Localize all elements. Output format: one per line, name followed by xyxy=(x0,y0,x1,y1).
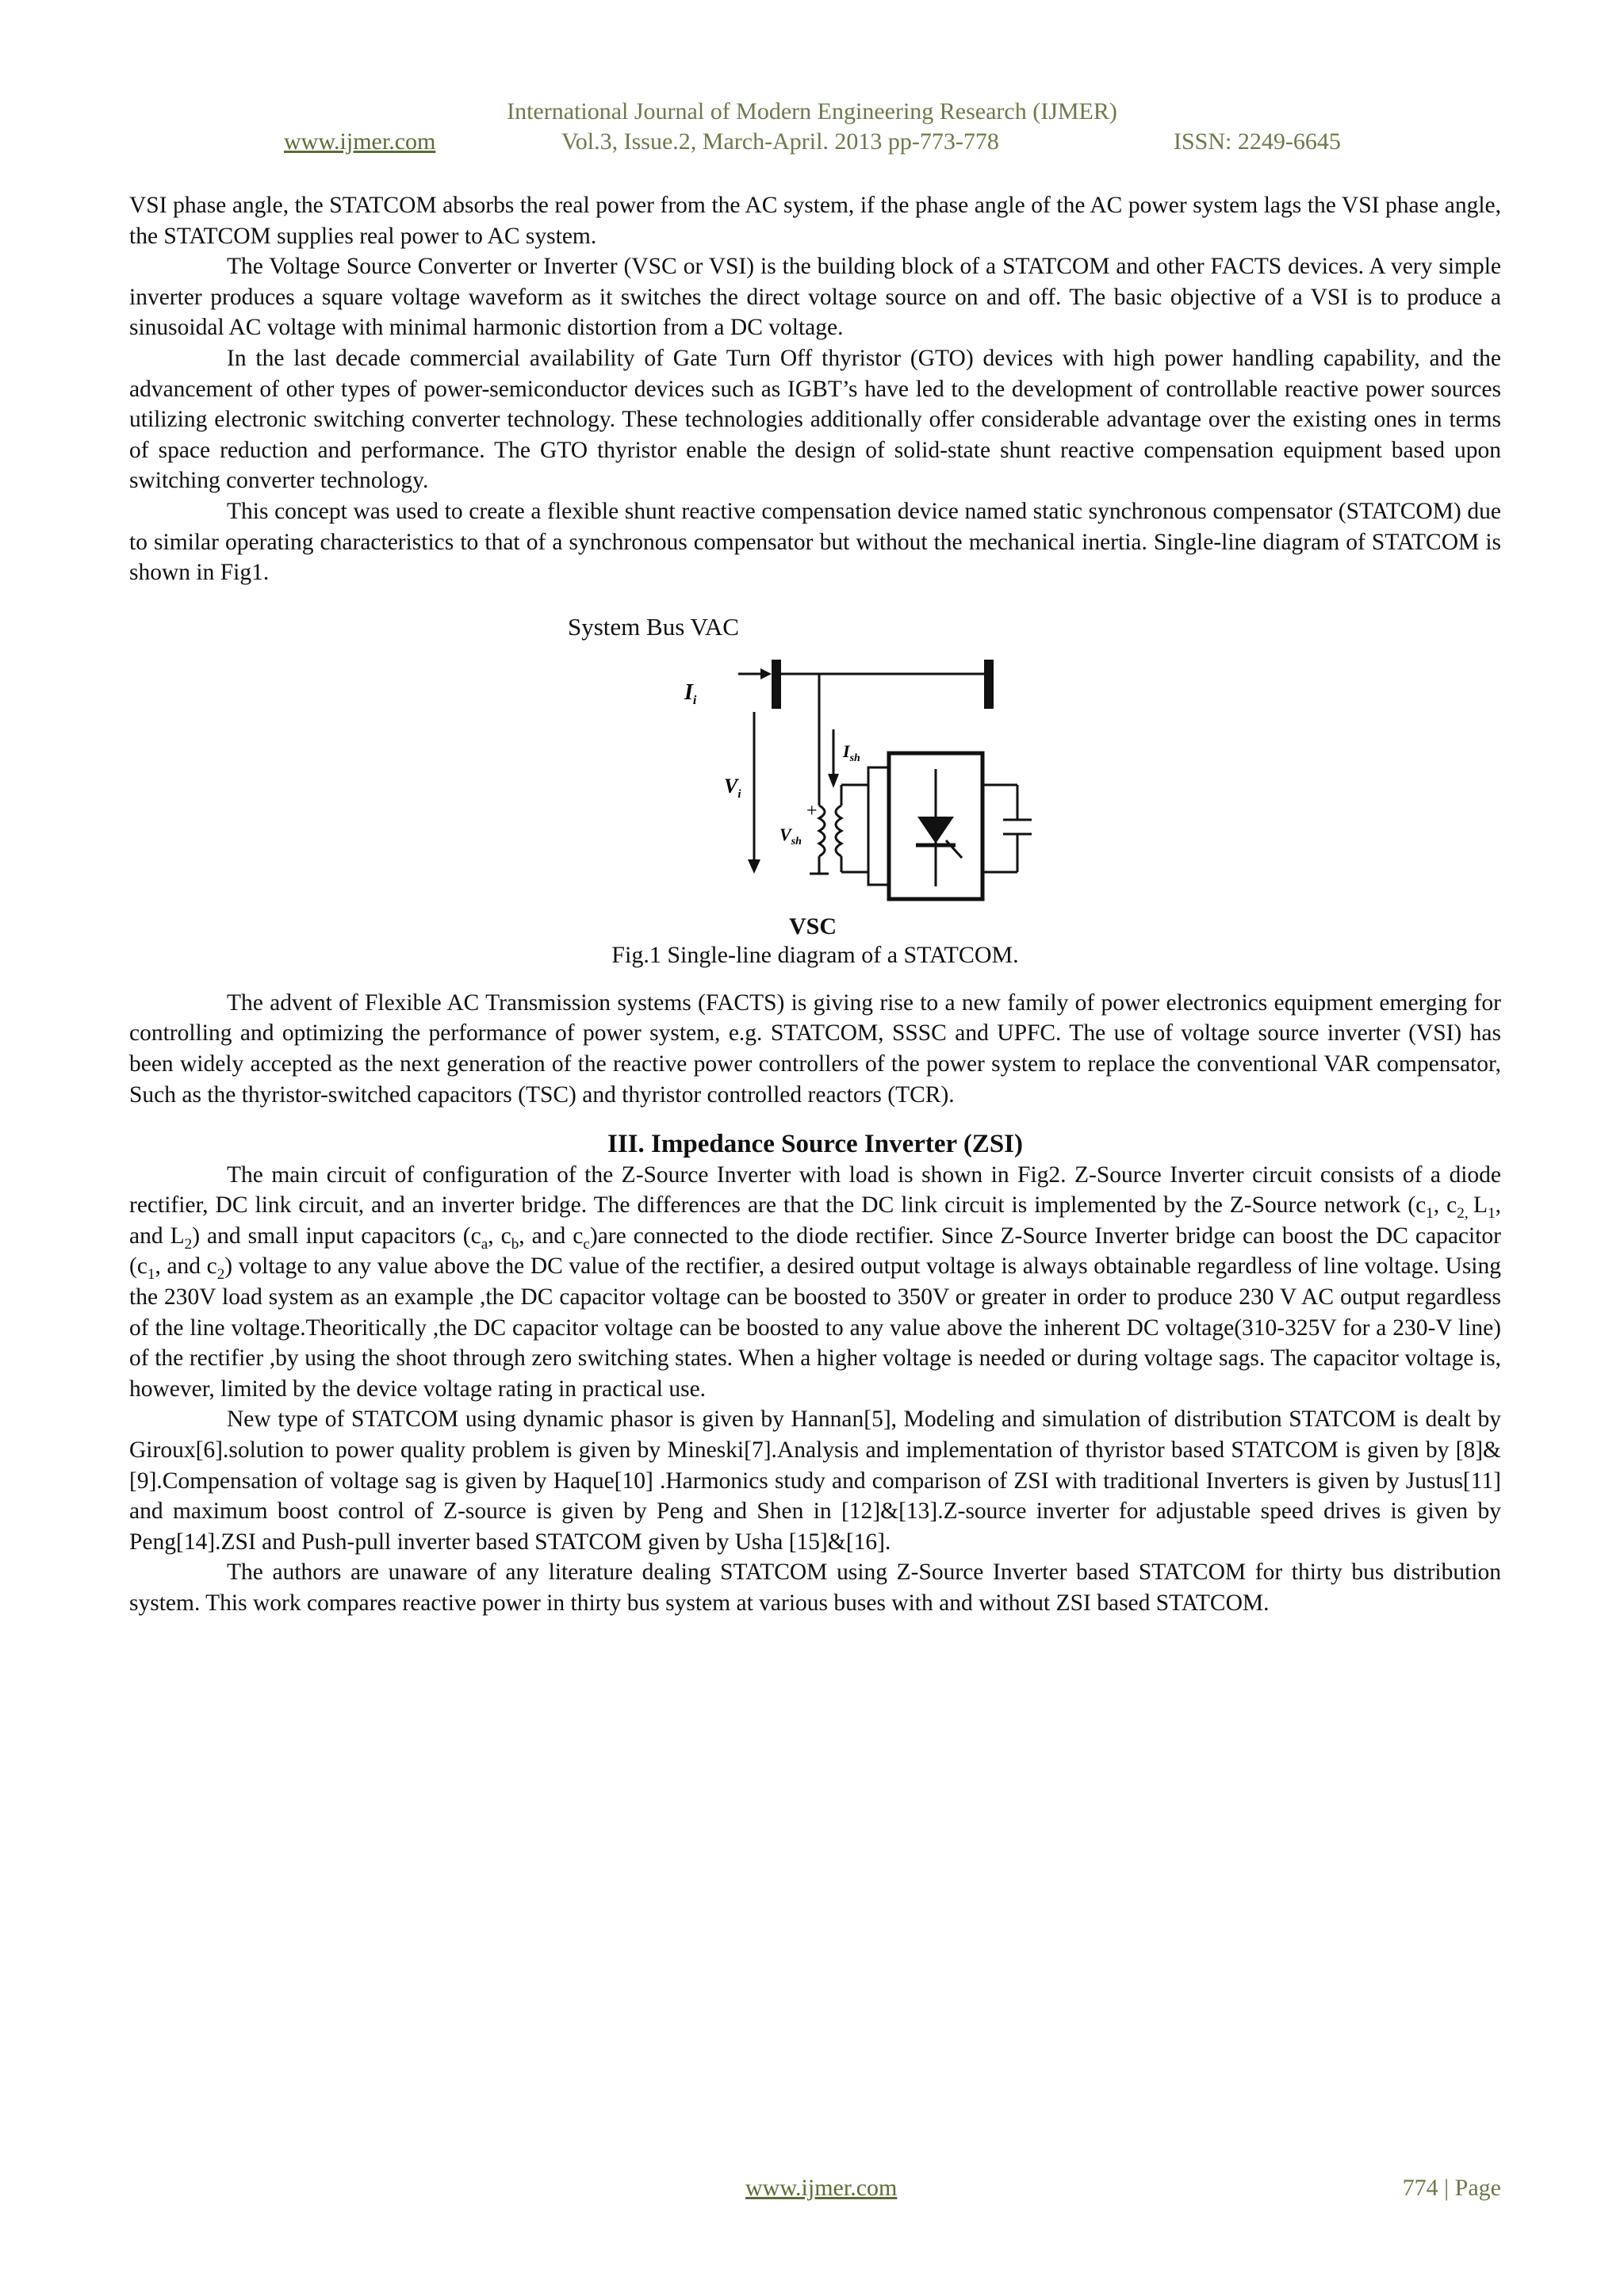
paragraph: The authors are unaware of any literature dealing STATCOM using Z-Source Inverter based STATCOM for thirty bus distribution system. This work compares reactive power in thirty bus system at various buses with and without ZSI based STATCOM. xyxy=(129,1559,1501,1616)
shunt-current-label: $I_{sh}$ xyxy=(843,740,860,764)
section-title: III. Impedance Source Inverter (ZSI) xyxy=(607,1130,1024,1159)
vsc-label: VSC xyxy=(789,913,837,939)
paragraph: New type of STATCOM using dynamic phasor is given by Hannan[5], Modeling and simulation of distribution STATCOM is dealt by Giroux[6].solution to power quality problem is given by Mineski[7].Analysis and implementation of thyristor based STATCOM is given by [8]&[9].Compensation of voltage sag is given by Haque[10] .Harmonics study and comparison of ZSI with traditional Inverters is given by Justus[11] and maximum boost control of Z-source is given by Peng and Shen in [12]&[13].Z-source inverter for adjustable speed drives is given by Peng[14].ZSI and Push-pull inverter based STATCOM given by Usha [15]&[16]. xyxy=(129,1406,1501,1555)
voltage-label: $V_i$ xyxy=(724,774,741,801)
page-number: 774 | Page xyxy=(1402,2175,1501,2201)
header-website-link[interactable]: www.ijmer.com xyxy=(284,128,436,155)
paragraph: In the last decade commercial availability of Gate Turn Off thyristor (GTO) devices with high power handling capability, and the advancement of other types of power-semiconductor devices such as IGBT’s have led to the development of controllable reactive power sources utilizing electronic switching converter technology. These technologies additionally offer considerable advantage over the existing ones in terms of space reduction and performance. The GTO thyristor enable the design of solid-state shunt reactive compensation equipment based upon switching converter technology. xyxy=(129,345,1501,494)
plus-sign: + xyxy=(806,800,818,821)
paragraph: The advent of Flexible AC Transmission systems (FACTS) is giving rise to a new family of power electronics equipment emerging for controlling and optimizing the performance of power system, e.g. STATCOM, SSSC and UPFC. The use of voltage source inverter (VSI) has been widely accepted as the next generation of the reactive power controllers of the power system to replace the conventional VAR compensator, Such as the thyristor-switched capacitors (TSC) and thyristor controlled reactors (TCR). xyxy=(129,989,1501,1108)
transformer-primary xyxy=(819,806,825,856)
figure-bus-label: System Bus VAC xyxy=(568,612,739,641)
paragraph: This concept was used to create a flexible shunt reactive compensation device named static synchronous compensator (STATCOM) due to similar operating characteristics to that of a synchronous compensator but without the mechanical inertia. Single-line diagram of STATCOM is shown in Fig1. xyxy=(129,498,1501,586)
current-label: $I_i$ xyxy=(684,679,697,707)
header-issn: ISSN: 2249-6645 xyxy=(1174,128,1341,155)
journal-title: International Journal of Modern Engineering Research (IJMER) xyxy=(507,98,1117,124)
bus-bar-right xyxy=(984,660,994,709)
footer-website-link[interactable]: www.ijmer.com xyxy=(745,2175,898,2201)
bus-bar-left xyxy=(772,660,781,709)
header-volume: Vol.3, Issue.2, March-April. 2013 pp-773-778 xyxy=(561,128,999,155)
figure-statcom xyxy=(129,612,1501,977)
article-body xyxy=(129,190,1501,1619)
figure-caption: Fig.1 Single-line diagram of a STATCOM. xyxy=(611,941,1019,968)
thyristor-symbol xyxy=(917,817,954,844)
transformer-secondary xyxy=(836,806,841,856)
shunt-voltage-label: $V_{sh}$ xyxy=(779,824,802,848)
statcom-diagram xyxy=(542,650,1033,912)
paragraph: The Voltage Source Converter or Inverter (VSC or VSI) is the building block of a STATCOM and other FACTS devices. A very simple inverter produces a square voltage waveform as it switches the direct voltage source on and off. The basic objective of a VSI is to produce a sinusoidal AC voltage with minimal harmonic distortion from a DC voltage. xyxy=(129,254,1501,341)
paragraph-zsi: The main circuit of configuration of the Z-Source Inverter with load is shown in Fig2. Z-Source Inverter circuit consists of a diode rectifier, DC link circuit, and an inverter bridge. The differences are that the DC link circuit is implemented by the Z-Source network ($c_1$, $c_{2,}$ $L_1$, and $L_2$) and small input capacitors ($c_a$, $c_b$, and $c_c)are$ connected to the diode rectifier. Since Z-Source Inverter bridge can boost the DC capacitor ($c_1$, and $c_2$) voltage to any value above the DC value of the rectifier, a desired output voltage is always obtainable regardless of line voltage. Using the 230V load system as an example ,the DC capacitor voltage can be boosted to 350V or greater in order to produce 230 V AC output regardless of the line voltage.Theoritically ,the DC capacitor voltage can be boosted to any value above the inherent DC voltage(310-325V for a 230-V line) of the rectifier ,by using the shoot through zero switching states. When a higher voltage is needed or during voltage sags. The capacitor voltage is, however, limited by the device voltage rating in practical use. xyxy=(129,1161,1502,1402)
paragraph: VSI phase angle, the STATCOM absorbs the real power from the AC system, if the phase angle of the AC power system lags the VSI phase angle, the STATCOM supplies real power to AC system. xyxy=(129,193,1501,249)
